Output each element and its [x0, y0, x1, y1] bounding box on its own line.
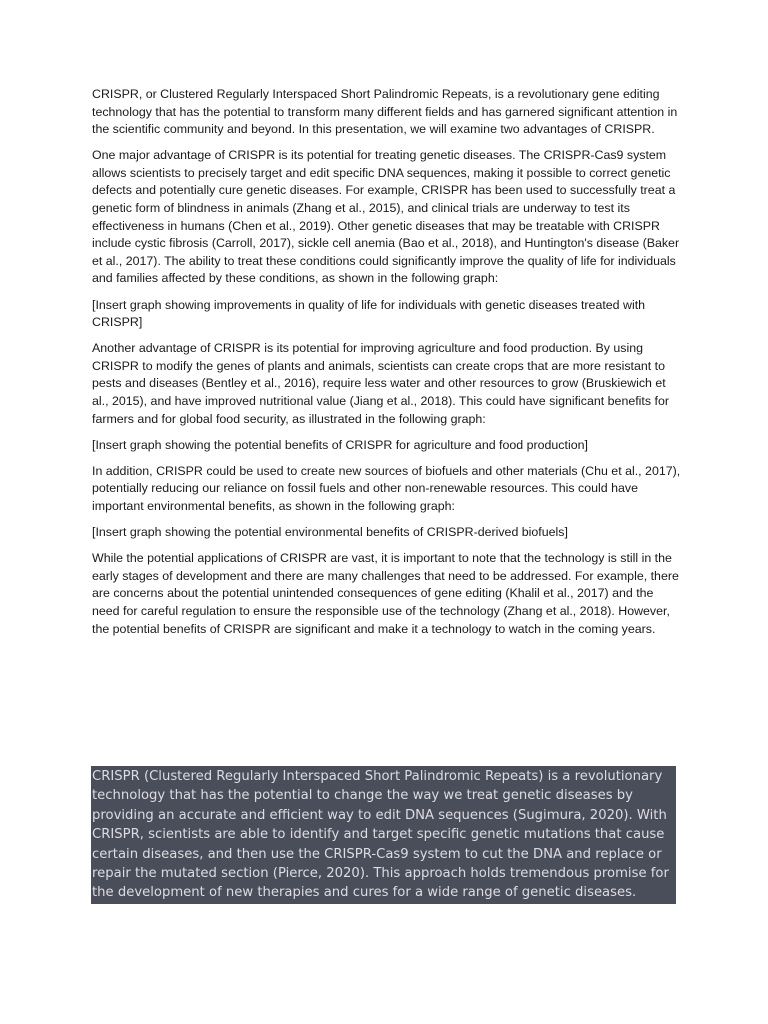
- document-body: [92, 86, 682, 647]
- agriculture-paragraph: Another advantage of CRISPR is its potential for improving agriculture and food production. By using CRISPR to modify the genes of plants and animals, scientists can create crops that are more resistant to pests and diseases (Bentley et al., 2016), require less water and other resources to grow (Bruskiewich et al., 2015), and have improved nutritional value (Jiang et al., 2018). This could have significant benefits for farmers and for global food security, as illustrated in the following graph:: [92, 341, 669, 426]
- selected-paragraph: CRISPR (Clustered Regularly Interspaced Short Palindromic Repeats) is a revolutionary technology that has the potential to change the way we treat genetic diseases by providing an accurate and efficient way to edit DNA sequences (Sugimura, 2020). With CRISPR, scientists are able to identify and target specific genetic mutations that cause certain diseases, and then use the CRISPR-Cas9 system to cut the DNA and replace or repair the mutated section (Pierce, 2020). This approach holds tremendous promise for the development of new therapies and cures for a wide range of genetic diseases.: [92, 769, 669, 901]
- graph-placeholder-quality-of-life: [Insert graph showing improvements in quality of life for individuals with genetic diseases treated with CRISPR]: [92, 297, 646, 330]
- selected-text-block[interactable]: [91, 766, 676, 904]
- biofuels-paragraph: In addition, CRISPR could be used to create new sources of biofuels and other materials (Chu et al., 2017), potentially reducing our reliance on fossil fuels and other non-renewable resources. This could have important environmental benefits, as shown in the following graph:: [92, 463, 681, 513]
- graph-placeholder-agriculture: [Insert graph showing the potential benefits of CRISPR for agriculture and food production]: [92, 437, 588, 452]
- challenges-paragraph: While the potential applications of CRISPR are vast, it is important to note that the technology is still in the early stages of development and there are many challenges that need to be addressed. For example, there are concerns about the potential unintended consequences of gene editing (Khalil et al., 2017) and the need for careful regulation to ensure the responsible use of the technology (Zhang et al., 2018). However, the potential benefits of CRISPR are significant and make it a technology to watch in the coming years.: [92, 551, 679, 636]
- genetic-diseases-paragraph: One major advantage of CRISPR is its potential for treating genetic diseases. The CRISPR-Cas9 system allows scientists to precisely target and edit specific DNA sequences, making it possible to correct genetic defects and potentially cure genetic diseases. For example, CRISPR has been used to successfully treat a genetic form of blindness in animals (Zhang et al., 2015), and clinical trials are underway to test its effectiveness in humans (Chen et al., 2019). Other genetic diseases that may be treatable with CRISPR include cystic fibrosis (Carroll, 2017), sickle cell anemia (Bao et al., 2018), and Huntington's disease (Baker et al., 2017). The ability to treat these conditions could significantly improve the quality of life for individuals and families affected by these conditions, as shown in the following graph:: [92, 148, 680, 286]
- intro-paragraph: CRISPR, or Clustered Regularly Interspaced Short Palindromic Repeats, is a revolutionary gene editing technology that has the potential to transform many different fields and has garnered significant attention in the scientific community and beyond. In this presentation, we will examine two advantages of CRISPR.: [92, 87, 678, 137]
- graph-placeholder-biofuels: [Insert graph showing the potential environmental benefits of CRISPR-derived biofuels]: [92, 525, 568, 540]
